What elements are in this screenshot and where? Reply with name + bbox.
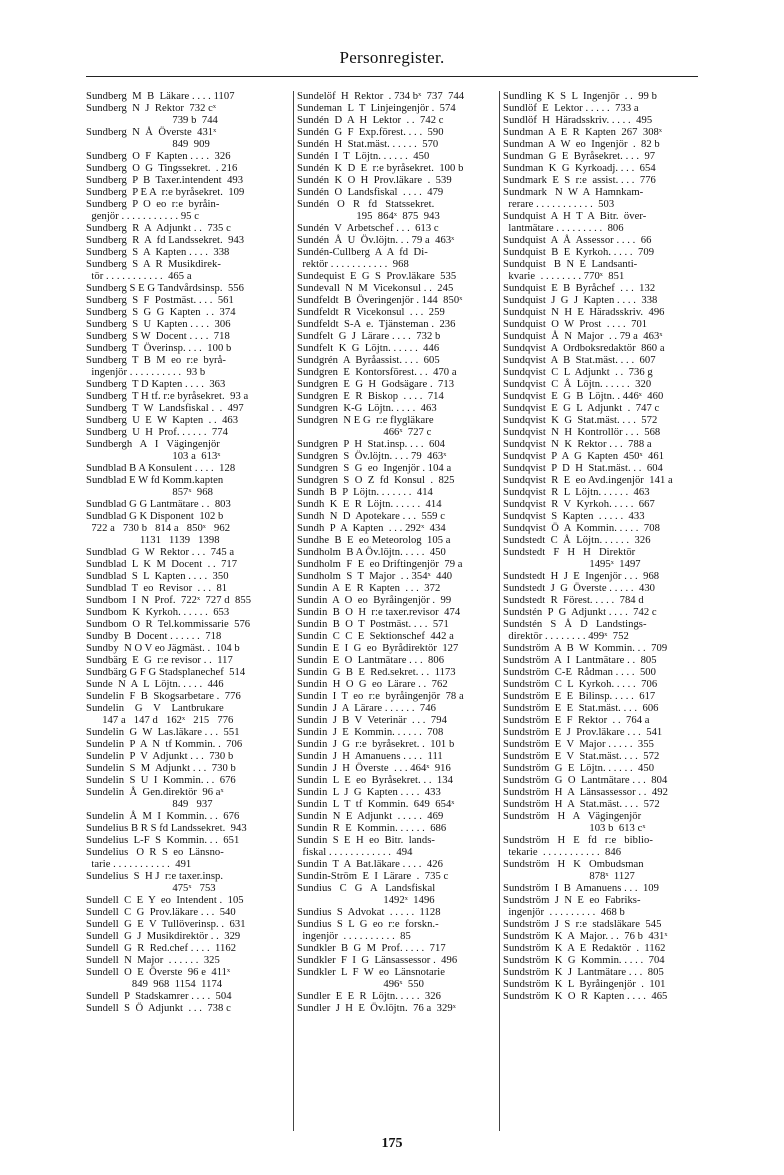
register-entry: Sundblad G W Rektor . . . 745 a bbox=[86, 547, 235, 558]
register-entry: Sundfeldt R Vicekonsul . . . 259 bbox=[297, 307, 445, 318]
register-entry: Sundin-Ström E I Lärare . 735 c bbox=[297, 871, 449, 882]
register-entry: Sundberg T W Landsfiskal . . 497 bbox=[86, 403, 244, 414]
register-entry: Sundström A B W Kommin. . . 709 bbox=[503, 643, 668, 654]
register-entry: Sundell P Stadskamrer . . . . 504 bbox=[86, 991, 232, 1002]
register-entry: Sundblad E W fd Komm.kapten bbox=[86, 475, 224, 486]
register-entry: Sundequist E G S Prov.läkare 535 bbox=[297, 271, 457, 282]
register-entry: Sundelius B R S fd Landssekret. 943 bbox=[86, 823, 247, 834]
register-entry: Sundberg S E G Tandvårdsinsp. 556 bbox=[86, 283, 244, 294]
register-entry: Sundström C L Kyrkoh. . . . . 706 bbox=[503, 679, 658, 690]
register-entry: 195 864ˣ 875 943 bbox=[297, 211, 440, 222]
register-entry: 103 a 613ˣ bbox=[86, 451, 221, 462]
register-entry: 475ˣ 753 bbox=[86, 883, 216, 894]
register-entry: Sundin J B V Veterinär . . . 794 bbox=[297, 715, 447, 726]
register-entry: Sundgren E R Biskop . . . . 714 bbox=[297, 391, 444, 402]
register-entry: Sundell G R Red.chef . . . . 1162 bbox=[86, 943, 237, 954]
register-entry: Sundkler L F W eo Länsnotarie bbox=[297, 967, 446, 978]
register-entry: Sundell C E Y eo Intendent . 105 bbox=[86, 895, 244, 906]
register-entry: ingenjör . . . . . . . . . . 93 b bbox=[86, 367, 206, 378]
register-entry: lantmätare . . . . . . . . . 806 bbox=[503, 223, 624, 234]
register-entry: Sundstedt J G Överste . . . . . 430 bbox=[503, 583, 656, 594]
register-entry: Sundberg S W Docent . . . . 718 bbox=[86, 331, 230, 342]
register-entry: Sundman A E R Kapten 267 308ˣ bbox=[503, 127, 663, 138]
register-entry: Sundelius O R S eo Länsno- bbox=[86, 847, 224, 858]
register-entry: rerare . . . . . . . . . . . 503 bbox=[503, 199, 615, 210]
register-entry: Sundgren K-G Löjtn. . . . . 463 bbox=[297, 403, 437, 414]
register-entry: Sundqvist A B Stat.mäst. . . . 607 bbox=[503, 355, 656, 366]
register-entry: Sundholm B A Öv.löjtn. . . . . 450 bbox=[297, 547, 446, 558]
register-entry: Sundén I T Löjtn. . . . . . 450 bbox=[297, 151, 430, 162]
register-entry: Sundström H A Länsassessor . . 492 bbox=[503, 787, 668, 798]
register-entry: Sundström H E fd r:e biblio- bbox=[503, 835, 653, 846]
register-entry: Sundberg S U Kapten . . . . 306 bbox=[86, 319, 231, 330]
register-entry: Sundström K J Lantmätare . . . 805 bbox=[503, 967, 664, 978]
register-entry: Sundgrén A Byråassist. . . . 605 bbox=[297, 355, 440, 366]
register-entry: Sundin N E Adjunkt . . . . . 469 bbox=[297, 811, 444, 822]
register-entry: Sundström K G Kommin. . . . . 704 bbox=[503, 955, 665, 966]
register-entry: direktör . . . . . . . . 499ˣ 752 bbox=[503, 631, 629, 642]
register-entry: ingenjör . . . . . . . . . 468 b bbox=[503, 907, 625, 918]
register-entry: Sundell O E Överste 96 e 411ˣ bbox=[86, 967, 231, 978]
register-entry: Sundkler F I G Länsassessor . 496 bbox=[297, 955, 458, 966]
register-entry: tarie . . . . . . . . . . . 491 bbox=[86, 859, 192, 870]
register-entry: Sundberg N Å Överste 431ˣ bbox=[86, 127, 217, 138]
register-entry: Sundell G E V Tullöverinsp. . 631 bbox=[86, 919, 246, 930]
register-entry: Sundqvist N H Kontrollör . . . 568 bbox=[503, 427, 661, 438]
register-entry: Sundquist A Å Assessor . . . . 66 bbox=[503, 235, 652, 246]
register-entry: Sundén K D E r:e byråsekret. 100 b bbox=[297, 163, 464, 174]
register-entry: Sundqvist Ö A Kommin. . . . . 708 bbox=[503, 523, 660, 534]
register-entry: Sundling K S L Ingenjör . . 99 b bbox=[503, 91, 657, 102]
register-entry: Sundby B Docent . . . . . . 718 bbox=[86, 631, 222, 642]
register-entry: Sundholm F E eo Driftingenjör 79 a bbox=[297, 559, 463, 570]
register-entry: Sundmark E S r:e assist. . . . 776 bbox=[503, 175, 656, 186]
register-entry: Sundin C C E Sektionschef 442 a bbox=[297, 631, 454, 642]
register-entry: Sundelin F B Skogsarbetare . 776 bbox=[86, 691, 241, 702]
register-entry: Sundén K O H Prov.läkare . 539 bbox=[297, 175, 452, 186]
register-entry: Sundberg O F Kapten . . . . 326 bbox=[86, 151, 231, 162]
register-entry: Sundelin Å Gen.direktör 96 aˣ bbox=[86, 787, 224, 798]
register-entry: Sundström K A E Redaktör . 1162 bbox=[503, 943, 666, 954]
register-entry: Sundelius S H J r:e taxer.insp. bbox=[86, 871, 224, 882]
register-entry: Sundell S Ö Adjunkt . . . 738 c bbox=[86, 1003, 231, 1014]
register-entry: Sundström H A Stat.mäst. . . . 572 bbox=[503, 799, 660, 810]
register-entry: Sundmark N W A Hamnkam- bbox=[503, 187, 644, 198]
register-entry: Sundblad B A Konsulent . . . . 128 bbox=[86, 463, 236, 474]
register-entry: Sundin R E Kommin. . . . . . 686 bbox=[297, 823, 447, 834]
register-entry: Sundberg U H Prof. . . . . . 774 bbox=[86, 427, 228, 438]
register-entry: Sundelius L-F S Kommin. . . 651 bbox=[86, 835, 240, 846]
register-entry: Sundqvist C Å Löjtn. . . . . . 320 bbox=[503, 379, 652, 390]
register-entry: Sundström C-E Rådman . . . . 500 bbox=[503, 667, 657, 678]
register-entry: Sundman K G Kyrkoadj. . . . 654 bbox=[503, 163, 656, 174]
register-entry: Sundin T A Bat.läkare . . . . 426 bbox=[297, 859, 443, 870]
register-entry: Sundbom K Kyrkoh. . . . . . 653 bbox=[86, 607, 230, 618]
register-entry: Sundin A E R Kapten . . . 372 bbox=[297, 583, 441, 594]
register-entry: Sundström E V Stat.mäst. . . . 572 bbox=[503, 751, 660, 762]
register-entry: kvarie . . . . . . . . 770ˣ 851 bbox=[503, 271, 625, 282]
register-entry: Sundström E E Stat.mäst. . . . 606 bbox=[503, 703, 659, 714]
register-entry: Sundgren S Öv.löjtn. . . . 79 463ˣ bbox=[297, 451, 447, 462]
register-entry: 1492ˣ 1496 bbox=[297, 895, 435, 906]
register-entry: Sundberg P O eo r:e byråin- bbox=[86, 199, 220, 210]
register-entry: Sundqvist K G Stat.mäst. . . . 572 bbox=[503, 415, 658, 426]
register-entry: 739 b 744 bbox=[86, 115, 218, 126]
register-entry: Sundstedt C Å Löjtn. . . . . . 326 bbox=[503, 535, 651, 546]
register-entry: Sundberg P E A r:e byråsekret. 109 bbox=[86, 187, 245, 198]
register-entry: Sundbärg G F G Stadsplanechef 514 bbox=[86, 667, 246, 678]
register-entry: Sundelin Å M I Kommin. . . 676 bbox=[86, 811, 240, 822]
register-entry: 857ˣ 968 bbox=[86, 487, 213, 498]
register-entry: Sundberg R A fd Landssekret. 943 bbox=[86, 235, 245, 246]
register-entry: Sundquist N H E Häradsskriv. 496 bbox=[503, 307, 665, 318]
register-entry: Sundquist Å N Major . . 79 a 463ˣ bbox=[503, 331, 663, 342]
register-entry: Sundbergh A I Vägingenjör bbox=[86, 439, 220, 450]
register-entry: Sundfeldt B Överingenjör . 144 850ˣ bbox=[297, 295, 463, 306]
register-entry: Sundby N O V eo Jägmäst. . 104 b bbox=[86, 643, 240, 654]
register-entry: Sundén H Stat.mäst. . . . . . 570 bbox=[297, 139, 439, 150]
register-entry: Sundén O R fd Statssekret. bbox=[297, 199, 435, 210]
register-entry: Sundman G E Byråsekret. . . . 97 bbox=[503, 151, 656, 162]
column-1 bbox=[86, 91, 286, 1131]
register-entry: Sundin I T eo r:e byråingenjör 78 a bbox=[297, 691, 464, 702]
register-entry: Sundlöf E Lektor . . . . . 733 a bbox=[503, 103, 639, 114]
register-entry: Sundin J H Överste . . . 464ˣ 916 bbox=[297, 763, 451, 774]
register-entry: Sundqvist R V Kyrkoh. . . . . 667 bbox=[503, 499, 655, 510]
register-entry: Sundström K L Byråingenjör . 101 bbox=[503, 979, 666, 990]
register-entry: Sundh P A Kapten . . . 292ˣ 434 bbox=[297, 523, 446, 534]
register-entry: Sundén D A H Lektor . . 742 c bbox=[297, 115, 444, 126]
register-entry: fiskal . . . . . . . . . . . . 494 bbox=[297, 847, 413, 858]
register-entry: Sundstén S Å D Landstings- bbox=[503, 619, 647, 630]
register-entry: Sundblad L K M Docent . . 717 bbox=[86, 559, 238, 570]
register-entry: Sundin L J G Kapten . . . . 433 bbox=[297, 787, 441, 798]
register-entry: Sundström E J Prov.läkare . . . 541 bbox=[503, 727, 663, 738]
register-entry: Sundin S E H eo Bitr. lands- bbox=[297, 835, 435, 846]
register-entry: Sundin B O H r:e taxer.revisor 474 bbox=[297, 607, 461, 618]
register-entry: Sundgren E G H Godsägare . 713 bbox=[297, 379, 455, 390]
register-entry: Sundstedt R Förest. . . . . 784 d bbox=[503, 595, 644, 606]
register-entry: Sundén V Arbetschef . . . 613 c bbox=[297, 223, 439, 234]
register-entry: Sundin L E eo Byråsekret. . . 134 bbox=[297, 775, 453, 786]
register-entry: Sundin E I G eo Byrådirektör 127 bbox=[297, 643, 459, 654]
register-entry: Sundh B P Löjtn. . . . . . . 414 bbox=[297, 487, 433, 498]
register-entry: 496ˣ 550 bbox=[297, 979, 424, 990]
register-entry: Sundh N D Apotekare . . . 559 c bbox=[297, 511, 445, 522]
register-entry: tör . . . . . . . . . . . 465 a bbox=[86, 271, 192, 282]
page-number: 175 bbox=[381, 1136, 403, 1151]
column-3 bbox=[499, 91, 701, 1131]
register-entry: Sundström E F Rektor . . 764 a bbox=[503, 715, 650, 726]
register-entry: Sundström K A Major. . . 76 b 431ˣ bbox=[503, 931, 668, 942]
register-entry: Sundler J H E Öv.löjtn. 76 a 329ˣ bbox=[297, 1003, 456, 1014]
register-entry: Sunde N A L Löjtn. . . . . 446 bbox=[86, 679, 224, 690]
register-entry: 147 a 147 d 162ˣ 215 776 bbox=[86, 715, 234, 726]
register-entry: Sundelin S M Adjunkt . . . 730 b bbox=[86, 763, 236, 774]
register-entry: Sundhe B E eo Meteorolog 105 a bbox=[297, 535, 451, 546]
register-entry: Sundelöf H Rektor . 734 bˣ 737 744 bbox=[297, 91, 465, 102]
register-entry: Sundbom I N Prof. 722ˣ 727 d 855 bbox=[86, 595, 252, 606]
register-entry: Sundbärg E G r:e revisor . . 117 bbox=[86, 655, 233, 666]
register-entry: 849 968 1154 1174 bbox=[86, 979, 223, 990]
register-entry: Sundberg P B Taxer.intendent 493 bbox=[86, 175, 244, 186]
register-entry: Sundquist B N E Landsanti- bbox=[503, 259, 638, 270]
register-entry: Sundman A W eo Ingenjör . 82 b bbox=[503, 139, 660, 150]
register-entry: Sundén O Landsfiskal . . . . 479 bbox=[297, 187, 444, 198]
register-entry: Sundstedt H J E Ingenjör . . . 968 bbox=[503, 571, 660, 582]
register-entry: Sundell G J Musikdirektör . . 329 bbox=[86, 931, 241, 942]
register-entry: Sundin L T tf Kommin. 649 654ˣ bbox=[297, 799, 455, 810]
register-entry: Sundin A O eo Byråingenjör . 99 bbox=[297, 595, 452, 606]
register-entry: Sundin G B E Red.sekret. . . 1173 bbox=[297, 667, 456, 678]
register-entry: Sundin H O G eo Lärare . . 762 bbox=[297, 679, 448, 690]
register-entry: Sundquist A H T A Bitr. över- bbox=[503, 211, 647, 222]
register-entry: Sundberg M B Läkare . . . . 1107 bbox=[86, 91, 235, 102]
register-entry: Sundelin P V Adjunkt . . . 730 b bbox=[86, 751, 234, 762]
register-entry: Sundberg T H tf. r:e byråsekret. 93 a bbox=[86, 391, 249, 402]
register-entry: 103 b 613 cˣ bbox=[503, 823, 646, 834]
register-columns bbox=[86, 91, 700, 1131]
register-entry: Sundblad T eo Revisor . . . 81 bbox=[86, 583, 228, 594]
register-entry: Sundfelt K G Löjtn. . . . . . 446 bbox=[297, 343, 440, 354]
register-entry: Sundgren S O Z fd Konsul . 825 bbox=[297, 475, 455, 486]
register-entry: Sundelin G W Las.läkare . . . 551 bbox=[86, 727, 240, 738]
register-entry: Sundqvist R E eo Avd.ingenjör 141 a bbox=[503, 475, 673, 486]
register-entry: Sundin J G r:e byråsekret. . 101 b bbox=[297, 739, 455, 750]
register-entry: ingenjör . . . . . . . . . . 85 bbox=[297, 931, 411, 942]
register-entry: Sundström G E Löjtn. . . . . . 450 bbox=[503, 763, 655, 774]
register-entry: Sundström H A Vägingenjör bbox=[503, 811, 642, 822]
register-entry: Sundin E O Lantmätare . . . 806 bbox=[297, 655, 445, 666]
register-entry: 466ˣ 727 c bbox=[297, 427, 432, 438]
register-entry: Sundberg T Överinsp. . . . 100 b bbox=[86, 343, 232, 354]
register-entry: Sundberg T D Kapten . . . . 363 bbox=[86, 379, 226, 390]
register-entry: Sundin J H Amanuens . . . . 111 bbox=[297, 751, 443, 762]
register-entry: Sundberg R A Adjunkt . . 735 c bbox=[86, 223, 231, 234]
register-entry: Sundquist B E Kyrkoh. . . . . 709 bbox=[503, 247, 655, 258]
register-entry: Sundin B O T Postmäst. . . . 571 bbox=[297, 619, 449, 630]
register-entry: Sundstén P G Adjunkt . . . . 742 c bbox=[503, 607, 657, 618]
register-entry: Sundén Å U Öv.löjtn. . . 79 a 463ˣ bbox=[297, 235, 455, 246]
register-entry: Sundqvist R L Löjtn. . . . . . 463 bbox=[503, 487, 650, 498]
register-entry: Sundfelt G J Lärare . . . . 732 b bbox=[297, 331, 441, 342]
register-entry: tekarie . . . . . . . . . . . 846 bbox=[503, 847, 622, 858]
register-entry: genjör . . . . . . . . . . . 95 c bbox=[86, 211, 199, 222]
register-entry: Sundberg S A Kapten . . . . 338 bbox=[86, 247, 230, 258]
register-entry: Sundström J S r:e stadsläkare 545 bbox=[503, 919, 662, 930]
register-entry: Sundkler B G M Prof. . . . . 717 bbox=[297, 943, 446, 954]
page-title: Personregister. bbox=[339, 48, 445, 67]
register-entry: Sundblad S L Kapten . . . . 350 bbox=[86, 571, 229, 582]
register-entry: Sundqvist C L Adjunkt . . 736 g bbox=[503, 367, 653, 378]
register-entry: Sundquist E B Byråchef . . . 132 bbox=[503, 283, 656, 294]
register-entry: Sundin J A Lärare . . . . . . 746 bbox=[297, 703, 436, 714]
register-entry: Sundstedt F H H Direktör bbox=[503, 547, 636, 558]
register-entry: Sundfeldt S-A e. Tjänsteman . 236 bbox=[297, 319, 456, 330]
register-entry: Sundström I B Amanuens . . . 109 bbox=[503, 883, 659, 894]
register-entry: Sundberg S G G Kapten . . 374 bbox=[86, 307, 236, 318]
register-entry: Sundberg S A R Musikdirek- bbox=[86, 259, 221, 270]
register-entry: Sundholm S T Major . . 354ˣ 440 bbox=[297, 571, 453, 582]
register-entry: Sundqvist S Kapten . . . . . 433 bbox=[503, 511, 645, 522]
register-entry: Sundgren P H Stat.insp. . . . 604 bbox=[297, 439, 446, 450]
register-entry: Sundström E V Major . . . . . 355 bbox=[503, 739, 654, 750]
register-entry: Sundqvist A Ordboksredaktör 860 a bbox=[503, 343, 665, 354]
register-entry: Sundius S Advokat . . . . . 1128 bbox=[297, 907, 441, 918]
register-entry: Sundblad G G Lantmätare . . 803 bbox=[86, 499, 231, 510]
register-entry: Sundqvist E G L Adjunkt . 747 c bbox=[503, 403, 660, 414]
register-entry: Sundh K E R Löjtn. . . . . . 414 bbox=[297, 499, 442, 510]
register-entry: 878ˣ 1127 bbox=[503, 871, 635, 882]
register-entry: Sundström E E Bilinsp. . . . . 617 bbox=[503, 691, 656, 702]
register-entry: Sundqvist P D H Stat.mäst. . . 604 bbox=[503, 463, 663, 474]
header-rule bbox=[86, 76, 698, 77]
register-entry: Sundquist J G J Kapten . . . . 338 bbox=[503, 295, 658, 306]
register-entry: Sundberg S F Postmäst. . . . 561 bbox=[86, 295, 234, 306]
register-entry: Sundqvist N K Rektor . . . 788 a bbox=[503, 439, 652, 450]
register-entry: Sundberg O G Tingssekret. . 216 bbox=[86, 163, 238, 174]
register-entry: Sundblad G K Disponent 102 b bbox=[86, 511, 224, 522]
register-entry: Sundquist O W Prost . . . . 701 bbox=[503, 319, 648, 330]
register-entry: Sundén-Cullberg A A fd Di- bbox=[297, 247, 428, 258]
register-entry: Sundelin G V Lantbrukare bbox=[86, 703, 224, 714]
register-entry: Sundgren N E G r:e flygläkare bbox=[297, 415, 434, 426]
register-entry: Sundbom O R Tel.kommissarie 576 bbox=[86, 619, 251, 630]
register-entry: Sundström K O R Kapten . . . . 465 bbox=[503, 991, 668, 1002]
register-entry: Sundin J E Kommin. . . . . . 708 bbox=[297, 727, 444, 738]
register-entry: Sundqvist P A G Kapten 450ˣ 461 bbox=[503, 451, 665, 462]
register-entry: Sundius S L G eo r:e forskn.- bbox=[297, 919, 439, 930]
register-entry: Sundevall N M Vicekonsul . . 245 bbox=[297, 283, 454, 294]
register-entry: Sundqvist E G B Löjtn. . 446ˣ 460 bbox=[503, 391, 664, 402]
column-2 bbox=[293, 91, 494, 1131]
register-entry: Sundberg U E W Kapten . . 463 bbox=[86, 415, 239, 426]
register-entry: Sundler E E R Löjtn. . . . . 326 bbox=[297, 991, 441, 1002]
register-entry: 849 937 bbox=[86, 799, 213, 810]
register-entry: Sundén G F Exp.förest. . . . 590 bbox=[297, 127, 444, 138]
register-entry: Sundström J N E eo Fabriks- bbox=[503, 895, 641, 906]
register-entry: 722 a 730 b 814 a 850ˣ 962 bbox=[86, 523, 231, 534]
register-entry: Sundell N Major . . . . . . 325 bbox=[86, 955, 220, 966]
register-entry: Sundström G O Lantmätare . . . 804 bbox=[503, 775, 668, 786]
register-entry: Sundius C G A Landsfiskal bbox=[297, 883, 436, 894]
register-entry: Sundeman L T Linjeingenjör . 574 bbox=[297, 103, 456, 114]
register-entry: Sundell C G Prov.läkare . . . 540 bbox=[86, 907, 236, 918]
register-entry: Sundgren E Kontorsförest. . . 470 a bbox=[297, 367, 457, 378]
register-entry: 1495ˣ 1497 bbox=[503, 559, 641, 570]
register-entry: Sundelin P A N tf Kommin. . 706 bbox=[86, 739, 243, 750]
register-entry: 1131 1139 1398 bbox=[86, 535, 220, 546]
register-entry: rektör . . . . . . . . . . . 968 bbox=[297, 259, 409, 270]
register-entry: Sundström H K Ombudsman bbox=[503, 859, 644, 870]
register-entry: 849 909 bbox=[86, 139, 210, 150]
register-entry: Sundberg N J Rektor 732 cˣ bbox=[86, 103, 217, 114]
register-entry: Sundgren S G eo Ingenjör . 104 a bbox=[297, 463, 452, 474]
register-entry: Sundström A I Lantmätare . . 805 bbox=[503, 655, 657, 666]
register-entry: Sundelin S U I Kommin. . . 676 bbox=[86, 775, 236, 786]
register-entry: Sundberg T B M eo r:e byrå- bbox=[86, 355, 226, 366]
register-entry: Sundlöf H Häradsskriv. . . . . 495 bbox=[503, 115, 653, 126]
